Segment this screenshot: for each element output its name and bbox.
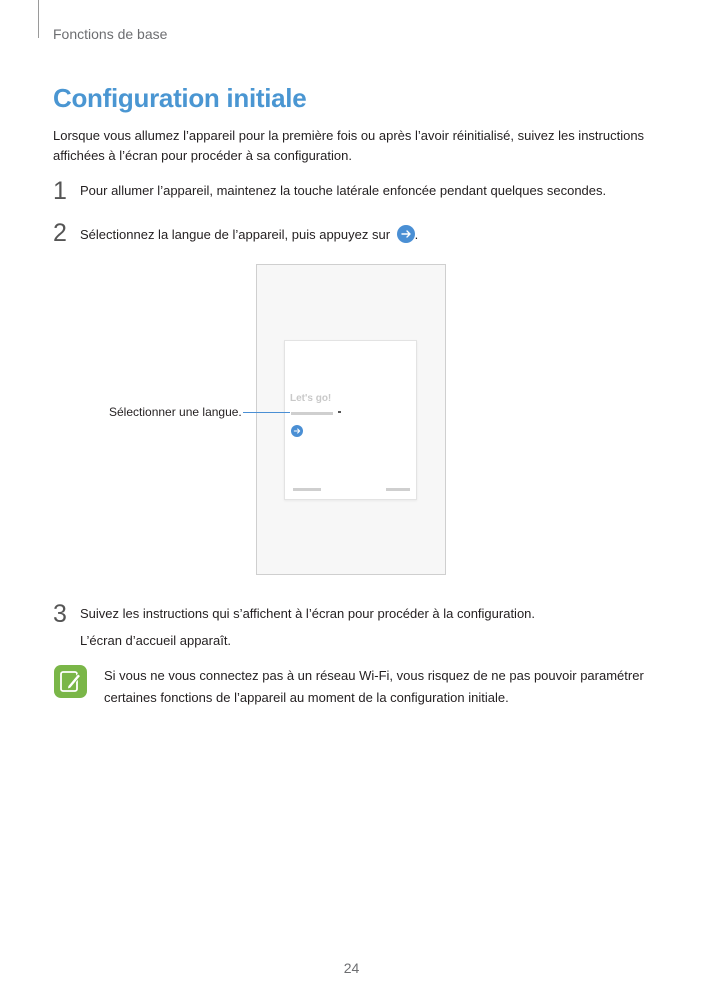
step-number: 3	[53, 600, 67, 628]
intro-paragraph: Lorsque vous allumez l’appareil pour la première fois ou après l’avoir réinitialisé, suivez les instructions affichées à l’écran pour procéder à sa configuration.	[53, 128, 645, 163]
page-title: Configuration initiale	[53, 83, 307, 113]
arrow-right-circle-icon[interactable]	[291, 425, 303, 437]
step-text: Suivez les instructions qui s’affichent à l’écran pour procéder à la configuration.	[80, 606, 536, 621]
language-selector[interactable]	[291, 412, 333, 415]
note-text: Si vous ne vous connectez pas à un réseau Wi-Fi, vous risquez de ne pas pouvoir paramétrer certaines fonctions de l’appareil au moment de la configuration initiale.	[104, 668, 644, 705]
step-number: 1	[53, 177, 67, 205]
callout-label: Sélectionner une langue.	[109, 405, 242, 419]
page-number: 24	[343, 960, 360, 976]
step-text: Pour allumer l’appareil, maintenez la touche latérale enfoncée pendant quelques secondes.	[80, 183, 607, 198]
accessibility-button[interactable]	[386, 488, 410, 491]
emergency-call-button[interactable]	[293, 488, 321, 491]
arrow-right-circle-icon	[397, 225, 415, 243]
step-number: 2	[53, 219, 67, 247]
section-label: Fonctions de base	[53, 26, 168, 42]
step-3-result: L’écran d’accueil apparaît.	[80, 633, 232, 648]
setup-dialog	[284, 340, 417, 500]
dialog-title: Let's go!	[290, 393, 332, 404]
step-text: Sélectionnez la langue de l’appareil, puis appuyez sur	[80, 227, 391, 242]
callout-tick	[338, 411, 341, 413]
pencil-note-icon	[54, 665, 87, 698]
step-text-wrapper	[80, 225, 418, 243]
callout-line	[243, 412, 290, 413]
step-text-end: .	[414, 227, 419, 242]
header-rule	[38, 0, 39, 38]
